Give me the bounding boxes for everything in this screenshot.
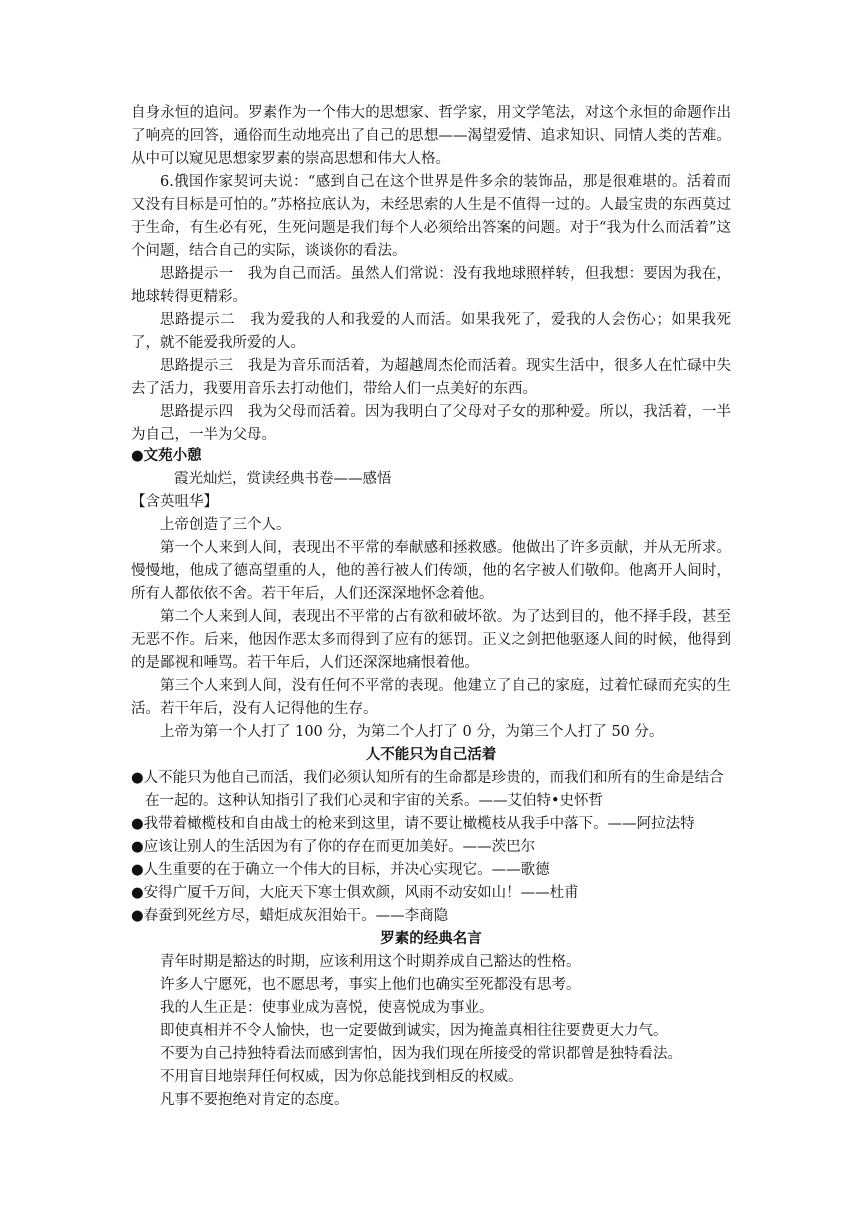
section-heading: ●文苑小憩 bbox=[131, 448, 202, 464]
russell-quote: 许多人宁愿死，也不愿思考，事实上他们也确实至死都没有思考。 bbox=[160, 977, 581, 993]
russell-quote: 不要为自己持独特看法而感到害怕，因为我们现在所接受的常识都曾是独特看法。 bbox=[160, 1046, 682, 1062]
hint-paragraph-4: 思路提示四 我为父母而活着。因为我明白了父母对子女的那种爱。所以，我活着，一半为自己，一半为父母。 bbox=[131, 404, 731, 443]
quote-item: ●安得广厦千万间，大庇天下寒士俱欢颜，风雨不动安如山！——杜甫 bbox=[131, 885, 579, 901]
section-subtitle: 霞光灿烂，赏读经典书卷——感悟 bbox=[174, 471, 392, 487]
russell-quote: 即使真相并不令人愉快，也一定要做到诚实，因为掩盖真相往往要费更大力气。 bbox=[160, 1023, 668, 1039]
hint-paragraph-3: 思路提示三 我是为音乐而活着，为超越周杰伦而活着。现实生活中，很多人在忙碌中失去了活力，我要用音乐去打动他们，带给人们一点美好的东西。 bbox=[131, 358, 731, 397]
russell-quote: 不用盲目地崇拜任何权威，因为你总能找到相反的权威。 bbox=[160, 1069, 523, 1085]
story-paragraph: 第一个人来到人间，表现出不平常的奉献感和拯救感。他做出了许多贡献，并从无所求。慢慢地，他成了德高望重的人，他的善行被人们传颂，他的名字被人们敬仰。他离开人间时，所有人都依依不舍。若干年后，人们还深深地怀念着他。 bbox=[131, 540, 731, 602]
russell-quote: 我的人生正是：使事业成为喜悦，使喜悦成为事业。 bbox=[160, 1000, 494, 1016]
story-paragraph: 上帝为第一个人打了 100 分，为第二个人打了 0 分，为第三个人打了 50 分。 bbox=[160, 724, 664, 740]
russell-title: 罗素的经典名言 bbox=[380, 931, 482, 947]
question-paragraph: 6.俄国作家契诃夫说：“感到自己在这个世界是件多余的装饰品，那是很难堪的。活着而又没有目标是可怕的。”苏格拉底认为，未经思索的人生是不值得一过的。人最宝贵的东西莫过于生命，有生必有死，生死问题是我们每个人必须给出答案的问题。对于“我为什么而活着”这个问题，结合自己的实际，谈谈你的看法。 bbox=[131, 174, 731, 259]
reading-section bbox=[131, 445, 731, 1112]
story-paragraph: 第三个人来到人间，没有任何不平常的表现。他建立了自己的家庭，过着忙碌而充实的生活。若干年后，没有人记得他的生存。 bbox=[131, 678, 731, 717]
quote-item: ●人生重要的在于确立一个伟大的目标，并决心实现它。——歌德 bbox=[131, 862, 550, 878]
quotes-title: 人不能只为自己活着 bbox=[365, 747, 497, 763]
quote-item: ●应该让别人的生活因为有了你的存在而更加美好。——茨巴尔 bbox=[131, 839, 536, 855]
story-paragraph: 第二个人来到人间，表现出不平常的占有欲和破坏欲。为了达到目的，他不择手段，甚至无恶不作。后来，他因作恶太多而得到了应有的惩罚。正义之剑把他驱逐人间的时候，他得到的是鄙视和唾骂。若干年后，人们还深深地痛恨着他。 bbox=[131, 609, 731, 671]
russell-quote: 青年时期是豁达的时期，应该利用这个时期养成自己豁达的性格。 bbox=[160, 954, 581, 970]
russell-quote: 凡事不要抱绝对肯定的态度。 bbox=[160, 1092, 349, 1108]
section-label: 【含英咀华】 bbox=[131, 494, 218, 510]
story-paragraph: 上帝创造了三个人。 bbox=[160, 517, 291, 533]
intro-paragraph: 自身永恒的追问。罗素作为一个伟大的思想家、哲学家，用文学笔法，对这个永恒的命题作出了响亮的回答，通俗而生动地亮出了自己的思想——渴望爱情、追求知识、同情人类的苦难。从中可以窥见思想家罗素的崇高思想和伟大人格。 bbox=[131, 105, 731, 167]
hint-paragraph-2: 思路提示二 我为爱我的人和我爱的人而活。如果我死了，爱我的人会伤心；如果我死了，就不能爱我所爱的人。 bbox=[131, 312, 731, 351]
hint-paragraph-1: 思路提示一 我为自己而活。虽然人们常说：没有我地球照样转，但我想：要因为我在，地球转得更精彩。 bbox=[131, 266, 731, 305]
quote-item: ●我带着橄榄枝和自由战士的枪来到这里，请不要让橄榄枝从我手中落下。——阿拉法特 bbox=[131, 816, 695, 832]
quote-item: ●人不能只为他自己而活，我们必须认知所有的生命都是珍贵的，而我们和所有的生命是结合在一起的。这种认知指引了我们心灵和宇宙的关系。——艾伯特•史怀哲 bbox=[131, 770, 724, 809]
intro-section bbox=[131, 102, 731, 447]
quote-item: ●春蚕到死丝方尽，蜡炬成灰泪始干。——李商隐 bbox=[131, 908, 449, 924]
